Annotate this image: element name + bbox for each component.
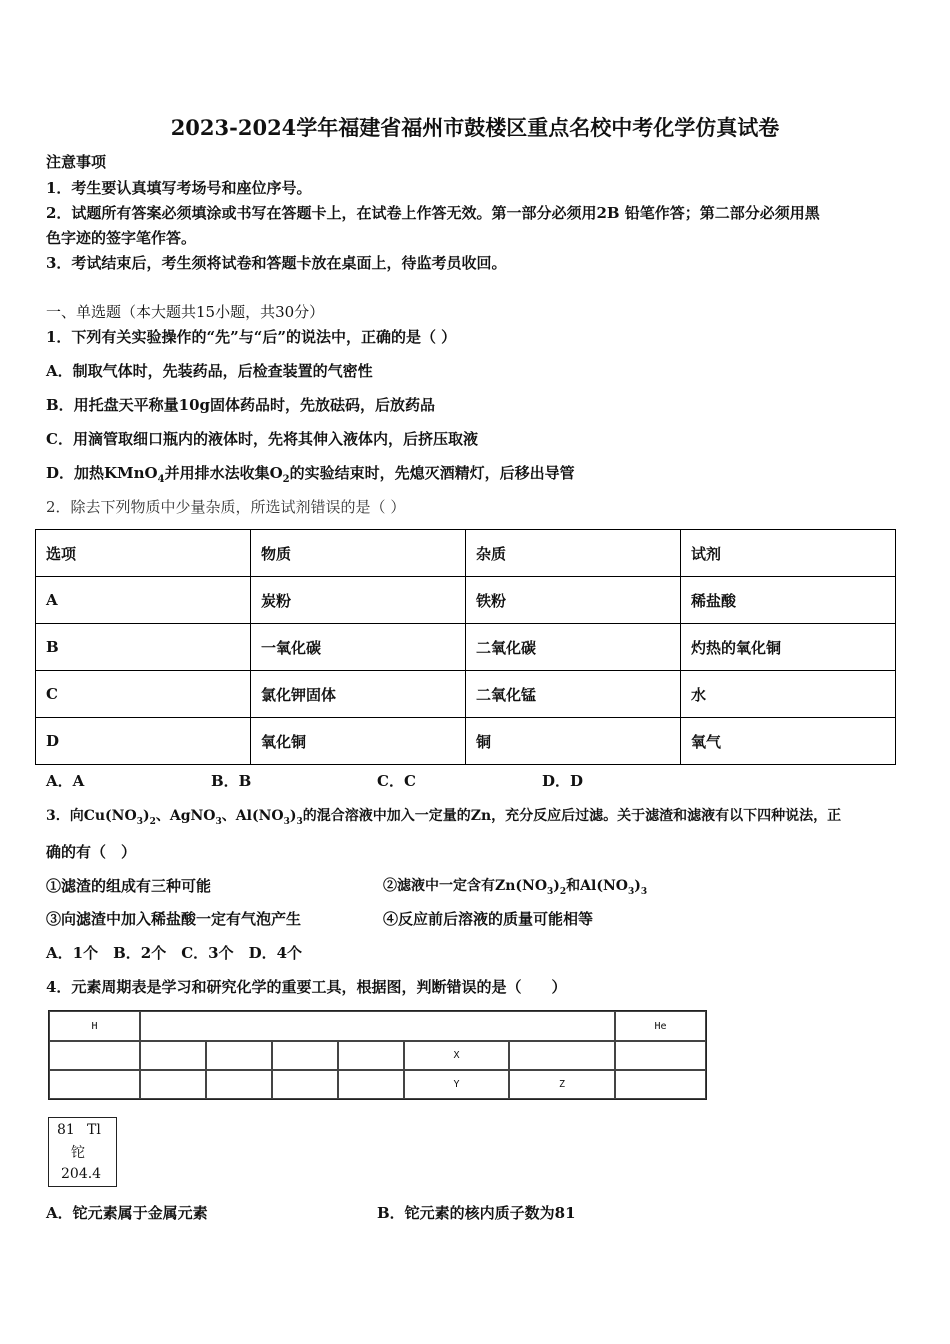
table-cell: 二氧化锰 <box>466 671 681 718</box>
table-cell: 氯化钾固体 <box>251 671 466 718</box>
element-name: 铊 <box>71 1145 85 1161</box>
element-card-thallium <box>48 1117 117 1187</box>
table-cell: 稀盐酸 <box>681 577 896 624</box>
q2-option-a: A．A <box>46 772 85 790</box>
table-row <box>36 577 896 624</box>
notice-item-2: 2．试题所有答案必须填涂或书写在答题卡上，在试卷上作答无效。第一部分必须用2B 铅笔作答；第二部分必须用黑 <box>46 204 820 222</box>
q1-stem: 1．下列有关实验操作的“先”与“后”的说法中，正确的是（ ） <box>46 328 457 346</box>
pt-cell-h: H <box>49 1011 140 1041</box>
q3-statement-2: ②滤液中一定含有$Zn(NO_3)_2$和$Al(NO_3)_3$ <box>383 878 648 897</box>
notice-item-3: 3．考试结束后，考生须将试卷和答题卡放在桌面上，待监考员收回。 <box>46 254 507 272</box>
atomic-number: 81 <box>57 1122 75 1138</box>
periodic-table-fragment <box>48 1010 707 1100</box>
table-cell: B <box>36 624 251 671</box>
notice-item-1: 1．考生要认真填写考场号和座位序号。 <box>46 179 312 197</box>
pt-cell-z: Z <box>509 1070 615 1099</box>
table-cell: D <box>36 718 251 765</box>
q3-statement-3: ③向滤渣中加入稀盐酸一定有气泡产生 <box>46 910 302 928</box>
q4-stem: 4．元素周期表是学习和研究化学的重要工具，根据图，判断错误的是（ ） <box>46 978 567 996</box>
q2-stem: 2．除去下列物质中少量杂质，所选试剂错误的是（ ） <box>46 498 406 516</box>
q1-option-b: B．用托盘天平称量10g固体药品时，先放砝码，后放药品 <box>46 396 436 414</box>
header-cell: 杂质 <box>466 530 681 577</box>
q3-options: A．1个 B．2个 C．3个 D．4个 <box>46 944 303 962</box>
notice-heading: 注意事项 <box>46 153 107 171</box>
header-cell: 选项 <box>36 530 251 577</box>
pt-cell <box>206 1070 272 1099</box>
table-cell: C <box>36 671 251 718</box>
table-cell: 铁粉 <box>466 577 681 624</box>
q3-statement-1: ①滤渣的组成有三种可能 <box>46 877 212 895</box>
pt-cell <box>140 1070 206 1099</box>
pt-cell <box>272 1070 338 1099</box>
pt-cell <box>49 1041 140 1070</box>
table-header-row <box>36 530 896 577</box>
pt-cell <box>140 1041 206 1070</box>
table-row <box>36 718 896 765</box>
page-title: 2023-2024学年福建省福州市鼓楼区重点名校中考化学仿真试卷 <box>170 115 780 140</box>
table-row <box>36 624 896 671</box>
q2-option-d: D．D <box>542 772 584 790</box>
table-cell: 一氧化碳 <box>251 624 466 671</box>
table-cell: 氧化铜 <box>251 718 466 765</box>
q1-option-d: D．加热KMnO$_4$并用排水法收集$O_2$的实验结束时，先熄灭酒精灯，后移出导管 <box>46 464 575 485</box>
section-heading: 一、单选题（本大题共15小题，共30分） <box>46 303 325 321</box>
q3-statement-4: ④反应前后溶液的质量可能相等 <box>383 910 594 928</box>
pt-cell-y: Y <box>404 1070 509 1099</box>
q2-option-b: B．B <box>211 772 252 790</box>
pt-cell <box>49 1070 140 1099</box>
q3-stem-cont: 确的有（ ） <box>46 843 137 861</box>
q2-option-c: C．C <box>377 772 416 790</box>
pt-cell <box>615 1041 706 1070</box>
table-cell: 二氧化碳 <box>466 624 681 671</box>
element-symbol: Tl <box>87 1122 101 1138</box>
table-row <box>36 671 896 718</box>
q1-option-c: C．用滴管取细口瓶内的液体时，先将其伸入液体内，后挤压取液 <box>46 430 478 448</box>
pt-cell-he: He <box>615 1011 706 1041</box>
q4-option-b: B．铊元素的核内质子数为81 <box>377 1204 576 1222</box>
header-cell: 试剂 <box>681 530 896 577</box>
header-cell: 物质 <box>251 530 466 577</box>
notice-item-2-cont: 色字迹的签字笔作答。 <box>46 229 197 247</box>
pt-gap <box>140 1011 615 1041</box>
pt-cell <box>338 1041 404 1070</box>
q2-table <box>35 529 896 765</box>
q4-option-a: A．铊元素属于金属元素 <box>46 1204 208 1222</box>
q1-option-a: A．制取气体时，先装药品，后检查装置的气密性 <box>46 362 373 380</box>
pt-cell-x: X <box>404 1041 509 1070</box>
pt-cell <box>615 1070 706 1099</box>
table-cell: A <box>36 577 251 624</box>
pt-cell <box>509 1041 615 1070</box>
table-cell: 氧气 <box>681 718 896 765</box>
atomic-mass: 204.4 <box>61 1166 102 1182</box>
q3-stem: 3．向$Cu(NO_3)_2$、AgNO$_3$、$Al(NO_3)_3$的混合溶液中加入一定量的Zn，充分反应后过滤。关于滤渣和滤液有以下四种说法，正 <box>46 808 842 827</box>
table-cell: 铜 <box>466 718 681 765</box>
pt-cell <box>206 1041 272 1070</box>
table-cell: 水 <box>681 671 896 718</box>
table-cell: 炭粉 <box>251 577 466 624</box>
pt-cell <box>272 1041 338 1070</box>
pt-cell <box>338 1070 404 1099</box>
table-cell: 灼热的氧化铜 <box>681 624 896 671</box>
